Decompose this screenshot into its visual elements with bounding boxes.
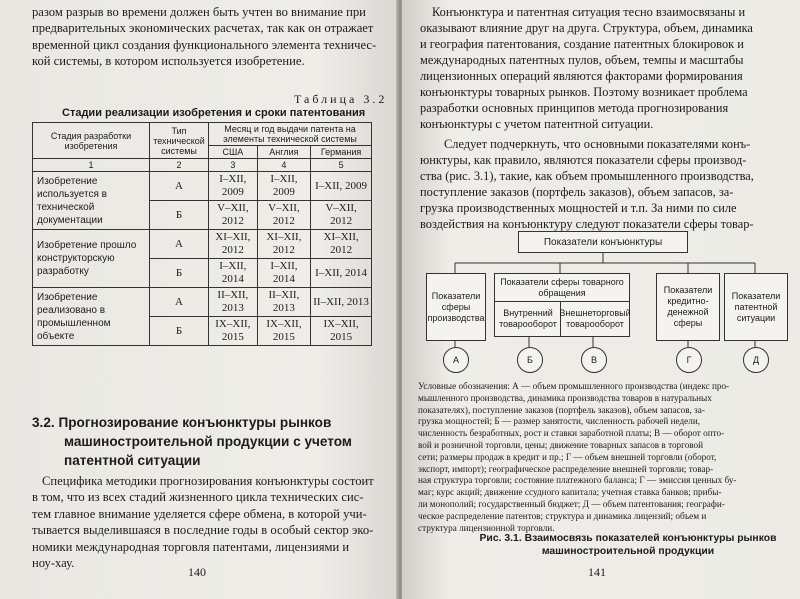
section-title (32, 413, 352, 470)
page-number: 141 (588, 565, 606, 579)
text-line: ства (рис. 3.1), такие, как объем промышленного производства, (420, 169, 754, 183)
table-header-row (33, 123, 372, 146)
text-line: юнктуры, как правило, являются показатели сферы производ- (420, 153, 747, 167)
text-line: ноу-хау. (32, 556, 75, 571)
box-conjuncture-indicators: Показатели конъюнктуры (518, 231, 688, 253)
date-cell: V–XII, 2012 (209, 201, 258, 230)
header-type: Тип технической системы (150, 123, 209, 159)
date-cell: V–XII, 2012 (257, 201, 310, 230)
circle-g: Г (676, 347, 702, 373)
type-cell: А (150, 172, 209, 201)
text-line: грузка производственных мощностей и т.п. За ними по силе (420, 201, 737, 215)
column-number: 1 (33, 159, 150, 172)
text-line: в том, что из всех стадий жизненного цикла технических сис- (32, 490, 364, 505)
section-title-line: 3.2. Прогнозирование конъюнктуры рынков (32, 415, 332, 430)
legend-line: маг; курс акций; движение ссудного капитала; учетная ставка банков; прибы- (418, 487, 722, 498)
table-row (33, 230, 372, 259)
text-line: Специфика методики прогнозирования конъюнктуры состоит (42, 474, 374, 488)
text-line: предварительных экономических расчетах, так как он отражает (32, 21, 374, 36)
legend-line: грузка мощностей; Б — размер занятости, численность рабочей недели, (418, 416, 701, 427)
date-cell: I–XII, 2009 (209, 172, 258, 201)
stage-cell: Изобретение прошло конструкторскую разработку (33, 230, 150, 288)
date-cell: I–XII, 2014 (257, 259, 310, 288)
text-line: конъюнктуры товарных рынков. Поэтому возникает проблема (420, 85, 748, 99)
stages-table (32, 122, 372, 346)
legend-line: структура лицензионной торговли. (418, 522, 555, 533)
box-internal-turnover: Внутренний товарооборот (494, 301, 562, 337)
stage-cell: Изобретение используется в технической документации (33, 172, 150, 230)
date-cell: I–XII, 2014 (209, 259, 258, 288)
table-caption: Стадии реализации изобретения и сроки патентования (62, 107, 366, 119)
legend-line: ческое распределение патентов; структура и динамика лицензий; объем и (418, 510, 707, 521)
box-patent-indicators: Показатели патентной ситуации (724, 273, 788, 341)
text-line: лицензионных операций являются факторами формирования (420, 69, 743, 83)
column-number: 3 (209, 159, 258, 172)
header-country: Англия (257, 146, 310, 159)
date-cell: V–XII, 2012 (311, 201, 372, 230)
legend-line: мышленного производства, динамика производства товаров в натуральных (418, 392, 712, 403)
header-stage: Стадия разработки изобретения (33, 123, 150, 159)
date-cell: IX–XII, 2015 (257, 317, 310, 346)
column-number: 5 (311, 159, 372, 172)
date-cell: XI–XII, 2012 (311, 230, 372, 259)
text-line: номики международная торговля патентами, лицензиями и (32, 539, 350, 554)
table-number: Таблица 3.2 (294, 92, 388, 106)
type-cell: Б (150, 259, 209, 288)
box-production-indicators: Показатели сферы производства (426, 273, 486, 341)
text-line: и география патентования, создание патентных блокировок и (420, 37, 744, 51)
type-cell: Б (150, 201, 209, 230)
circle-v: В (581, 347, 607, 373)
header-country: США (209, 146, 258, 159)
figure-caption-line: машиностроительной продукции (541, 546, 715, 557)
text-line: Следует подчеркнуть, что основными показателями конъ- (444, 137, 751, 151)
table-row (33, 172, 372, 201)
circle-a: А (443, 347, 469, 373)
legend-line: ная структура торговли; состояние платежного баланса; Г — эмиссия ценных бу- (418, 475, 737, 486)
text-line: конъюнктуры с учетом патентной ситуации. (420, 117, 654, 131)
text-line: разом разрыв во времени должен быть учтен во внимание при (32, 5, 366, 19)
date-cell: XI–XII, 2012 (257, 230, 310, 259)
date-cell: IX–XII, 2015 (311, 317, 372, 346)
header-months: Месяц и год выдачи патента на элементы технической системы (209, 123, 372, 146)
circle-b: Б (517, 347, 543, 373)
date-cell: I–XII, 2014 (311, 259, 372, 288)
section-title-line: машиностроительной продукции с учетом (64, 434, 352, 449)
intro-paragraph (32, 4, 377, 70)
type-cell: А (150, 288, 209, 317)
date-cell: II–XII, 2013 (209, 288, 258, 317)
legend-line: сети; размеры продаж в кредит и пр.; Г — объем внешней торговли (оборот, (418, 451, 717, 462)
text-line: временной цикл создания функционального элемента техничес- (32, 37, 377, 52)
text-line: поступление заказов (портфель заказов), объем запасов, за- (420, 185, 734, 199)
circle-d: Д (743, 347, 769, 373)
section-title-line: патентной ситуации (64, 453, 201, 468)
date-cell: II–XII, 2013 (257, 288, 310, 317)
text-line: кой системы, в котором используется изобретение. (32, 54, 305, 69)
figure-caption (468, 532, 788, 558)
paragraph-2 (420, 136, 790, 232)
page-number: 140 (188, 565, 206, 579)
box-circulation-indicators: Показатели сферы товарного обращения (494, 273, 630, 303)
legend-line: показателях), поступление заказов (портфель заказов), объем запасов, за- (418, 404, 705, 415)
text-line: воздействия на конъюнктуру следуют показатели сферы товар- (420, 217, 754, 231)
column-number: 4 (257, 159, 310, 172)
column-number: 2 (150, 159, 209, 172)
table-row (33, 288, 372, 317)
figure-caption-line: Рис. 3.1. Взаимосвязь показателей конъюнктуры рынков (479, 533, 777, 544)
box-external-turnover: Внешнеторговый товарооборот (560, 301, 630, 337)
date-cell: I–XII, 2009 (257, 172, 310, 201)
indicators-diagram (420, 225, 790, 375)
text-line: тывается выделившаяся в последние годы в особый сектор эко- (32, 523, 374, 538)
date-cell: IX–XII, 2015 (209, 317, 258, 346)
box-credit-indicators: Показатели кредитно-денежной сферы (656, 273, 720, 341)
date-cell: XI–XII, 2012 (209, 230, 258, 259)
body-paragraph (32, 473, 372, 571)
text-line: тем главное внимание уделяется сфере обмена, в которой учи- (32, 506, 367, 521)
legend-line: численность безработных, рост и ставки заработной платы; В — оборот опто- (418, 428, 725, 439)
text-line: разработки основных принципов метода прогнозирования (420, 101, 729, 115)
type-cell: А (150, 230, 209, 259)
legend-line: Условные обозначения: А — объем промышленного производства (индекс про- (418, 381, 730, 391)
legend-line: ли монополий; государственный бюджет; Д — объем патентования; географи- (418, 498, 725, 509)
text-line: Конъюнктура и патентная ситуация тесно взаимосвязаны и (432, 5, 746, 19)
legend-line: вой и розничной торговли, цены; движение товарных запасов в торговой (418, 439, 704, 450)
text-line: оказывают влияние друг на друга. Структура, объем, динамика (420, 21, 753, 35)
type-cell: Б (150, 317, 209, 346)
text-line: международных патентных пулов, объем, темпы и масштабы (420, 53, 744, 67)
diagram-legend (418, 381, 790, 534)
table-number-row (33, 159, 372, 172)
paragraph-1 (420, 4, 790, 132)
left-page (0, 0, 398, 599)
legend-line: экспорт, импорт); географическое распределение внешней торговли; товар- (418, 463, 714, 474)
stage-cell: Изобретение реализовано в промышленном объекте (33, 288, 150, 346)
header-country: Германия (311, 146, 372, 159)
date-cell: I–XII, 2009 (311, 172, 372, 201)
date-cell: II–XII, 2013 (311, 288, 372, 317)
